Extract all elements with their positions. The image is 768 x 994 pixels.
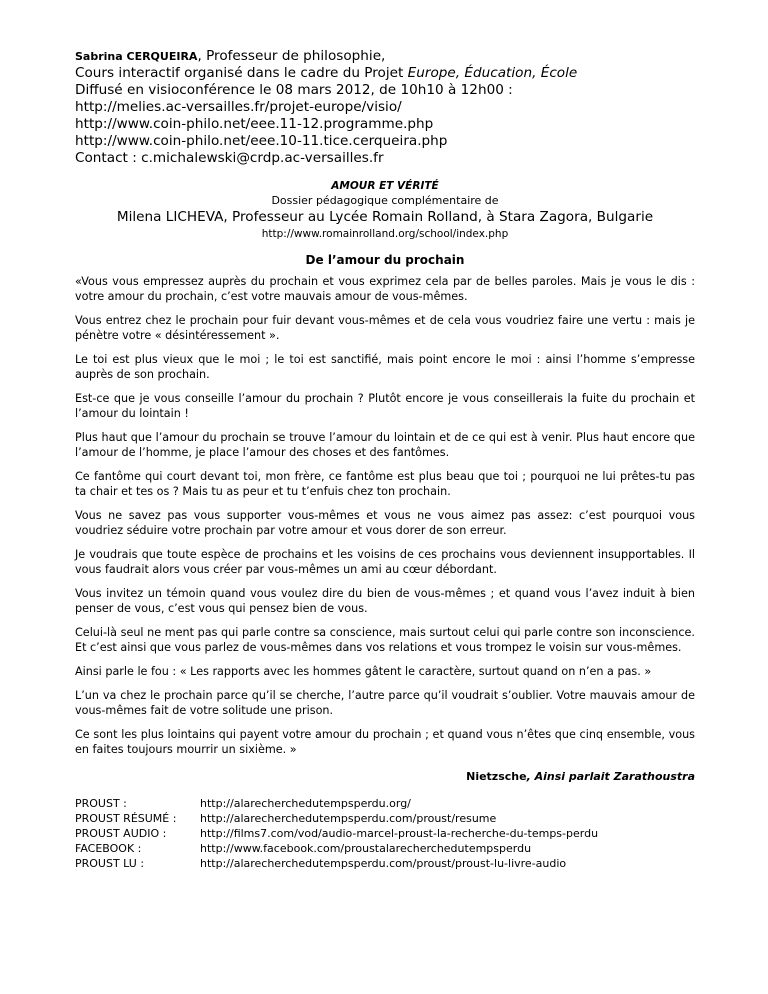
proust-lu-link[interactable]: http://alarecherchedutempsperdu.com/proust/proust-lu-livre-audio <box>200 857 567 870</box>
paragraph: Ainsi parle le fou : « Les rapports avec les hommes gâtent le caractère, surtout quand on n’en a pas. » <box>75 665 652 678</box>
author-role: , Professeur de philosophie, <box>197 48 386 64</box>
proust-links <box>75 796 695 871</box>
dossier-url[interactable]: http://www.romainrolland.org/school/index.php <box>261 228 509 240</box>
broadcast-info: Diffusé en visioconférence le 08 mars 2012, de 10h10 à 12h00 : <box>75 82 513 98</box>
link-row <box>75 856 695 871</box>
header-link-programme[interactable]: http://www.coin-philo.net/eee.11-12.programme.php <box>75 116 434 132</box>
link-label: FACEBOOK : <box>75 842 142 855</box>
link-row <box>75 826 695 841</box>
paragraph: Vous entrez chez le prochain pour fuir devant vous-mêmes et de cela vous voudriez faire une vertu : mais je pénètre votre « désintéressement ». <box>75 314 695 342</box>
proust-audio-link[interactable]: http://films7.com/vod/audio-marcel-proust-la-recherche-du-temps-perdu <box>200 827 599 840</box>
project-name: Europe, Éducation, École <box>407 65 578 81</box>
facebook-link[interactable]: http://www.facebook.com/proustalarecherchedutempsperdu <box>200 842 532 855</box>
paragraph: Ce fantôme qui court devant toi, mon frère, ce fantôme est plus beau que toi ; pourquoi ne lui prêtes-tu pas ta chair et tes os ? Mais tu as peur et tu t’enfuis chez ton prochain. <box>75 470 695 498</box>
author-name: Sabrina CERQUEIRA <box>75 50 198 63</box>
link-label: PROUST : <box>75 797 127 810</box>
link-label: PROUST AUDIO : <box>75 827 167 840</box>
proust-link[interactable]: http://alarecherchedutempsperdu.org/ <box>200 797 411 810</box>
dossier-subtitle: Dossier pédagogique complémentaire de <box>271 194 499 207</box>
course-context-prefix: Cours interactif organisé dans le cadre du Projet <box>75 65 408 81</box>
signature-author: Nietzsche <box>466 770 527 783</box>
paragraph: L’un va chez le prochain parce qu’il se cherche, l’autre parce qu’il voudrait s’oublier. Votre mauvais amour de vous-mêmes fait de votre solitude une prison. <box>75 689 695 717</box>
contact-line: Contact : c.michalewski@crdp.ac-versailles.fr <box>75 150 384 166</box>
link-row <box>75 841 695 856</box>
header-link-tice[interactable]: http://www.coin-philo.net/eee.10-11.tice.cerqueira.php <box>75 133 448 149</box>
dossier-title: AMOUR ET VÉRITÉ <box>331 180 439 192</box>
paragraph: Le toi est plus vieux que le moi ; le toi est sanctifié, mais point encore le moi : ainsi l’homme s’empresse auprès de son prochain. <box>75 353 695 381</box>
paragraph: Vous invitez un témoin quand vous voulez dire du bien de vous-mêmes ; et quand vous l’avez induit à bien penser de vous, c’est vous qui pensez bien de vous. <box>75 587 695 615</box>
dossier-author: Milena LICHEVA, Professeur au Lycée Romain Rolland, à Stara Zagora, Bulgarie <box>116 209 654 225</box>
link-row <box>75 796 695 811</box>
paragraph: Celui-là seul ne ment pas qui parle contre sa conscience, mais surtout celui qui parle contre son inconscience. Et c’est ainsi que vous parlez de vous-mêmes dans vos relations et vous trompez le voisin sur vous-mêmes. <box>75 626 695 654</box>
course-header <box>75 48 695 167</box>
author-line <box>75 48 695 65</box>
paragraph: «Vous vous empressez auprès du prochain et vous exprimez cela par de belles paroles. Mais je vous le dis : votre amour du prochain, c’est votre mauvais amour de vous-mêmes. <box>75 275 695 303</box>
document-page <box>75 48 695 871</box>
header-link-visio[interactable]: http://melies.ac-versailles.fr/projet-europe/visio/ <box>75 99 402 115</box>
paragraph: Ce sont les plus lointains qui payent votre amour du prochain ; et quand vous n’êtes que cinq ensemble, vous en faites toujours mourrir un sixième. » <box>75 728 695 756</box>
section-title: De l’amour du prochain <box>305 253 465 267</box>
link-label: PROUST RÉSUMÉ : <box>75 812 177 825</box>
quote-signature <box>75 769 695 784</box>
signature-work: , Ainsi parlait Zarathoustra <box>526 770 695 783</box>
quote-text <box>75 274 695 757</box>
link-row <box>75 811 695 826</box>
link-label: PROUST LU : <box>75 857 145 870</box>
paragraph: Vous ne savez pas vous supporter vous-mêmes et vous ne vous aimez pas assez: c’est pourquoi vous voudriez séduire votre prochain par votre amour et vous dorer de son erreur. <box>75 509 695 537</box>
course-context <box>75 65 695 82</box>
paragraph: Je voudrais que toute espèce de prochains et les voisins de ces prochains vous deviennent insupportables. Il vous faudrait alors vous créer par vous-mêmes un ami au cœur débordant. <box>75 548 695 576</box>
proust-resume-link[interactable]: http://alarecherchedutempsperdu.com/proust/resume <box>200 812 497 825</box>
paragraph: Plus haut que l’amour du prochain se trouve l’amour du lointain et de ce qui est à venir. Plus haut encore que l’amour de l’homme, je place l’amour des choses et des fantômes. <box>75 431 695 459</box>
paragraph: Est-ce que je vous conseille l’amour du prochain ? Plutôt encore je vous conseillerais la fuite du prochain et l’amour du lointain ! <box>75 392 695 420</box>
